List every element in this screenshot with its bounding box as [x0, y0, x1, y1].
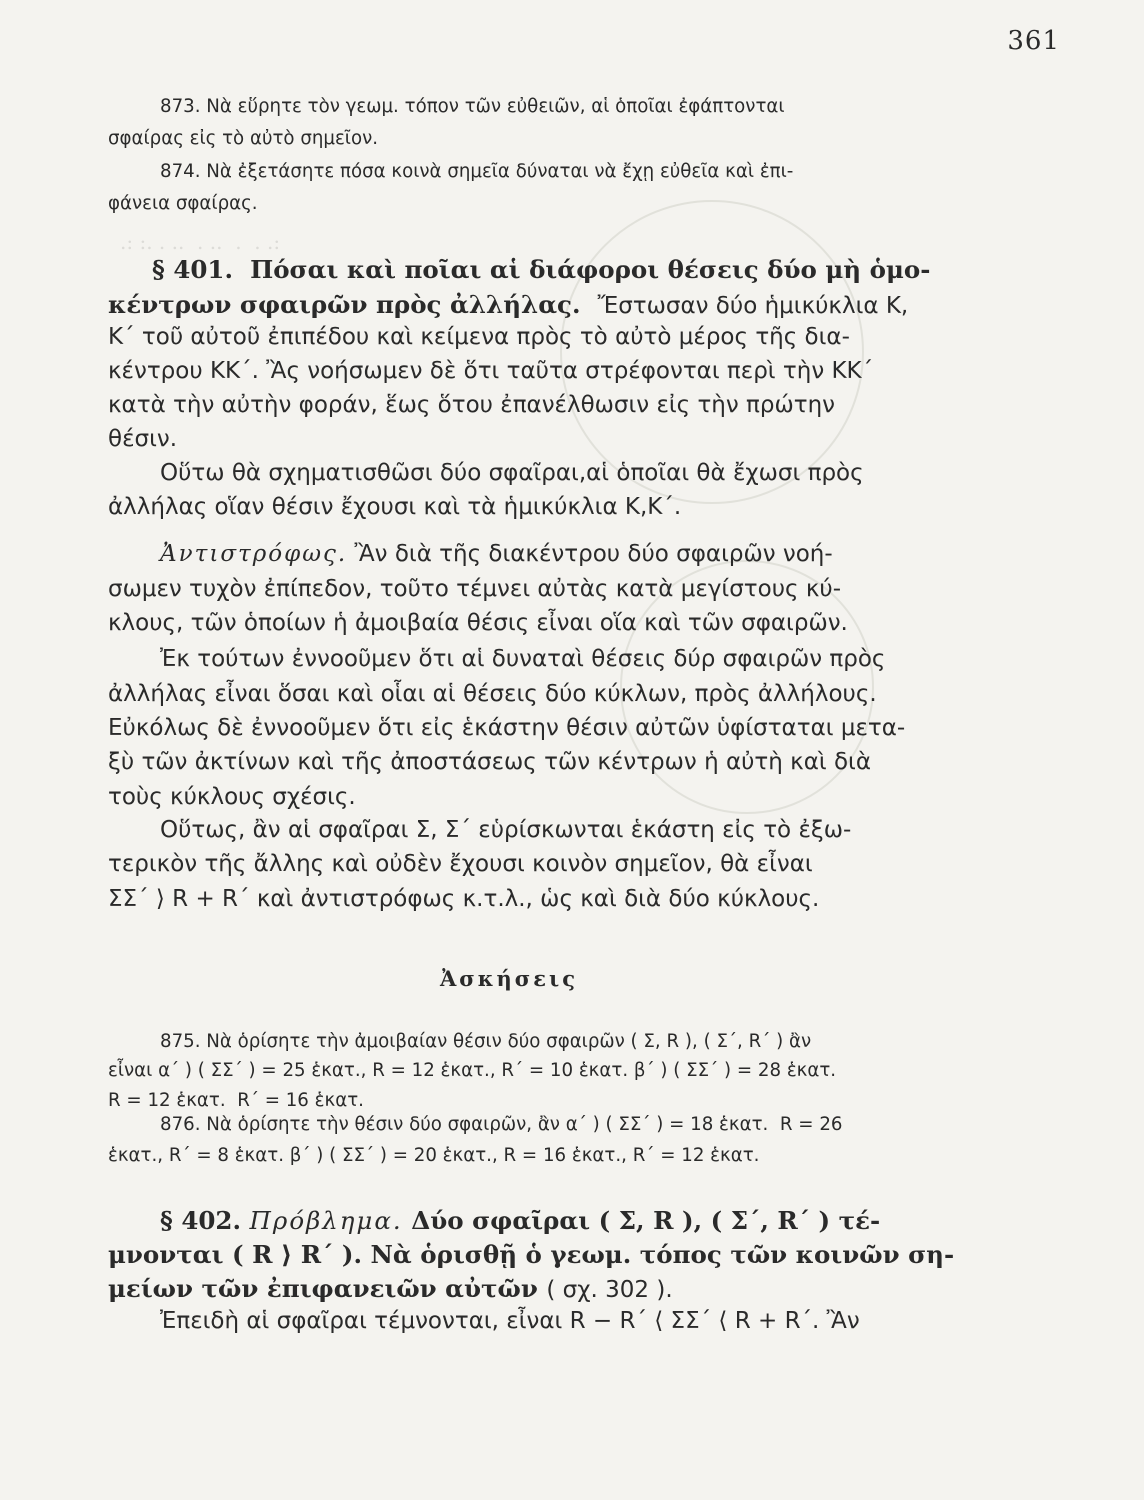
- section-402-heading: § 402. Πρόβλημα. Δύο σφαῖραι ( Σ, R ), ( Σ΄, R΄ ) τέ-: [160, 1206, 881, 1235]
- paragraph-line: Οὕτω θὰ σχηματισθῶσι δύο σφαῖραι,αἱ ὁποῖαι θὰ ἔχωσι πρὸς: [160, 460, 864, 486]
- paragraph-line: ἀλλήλας οἵαν θέσιν ἔχουσι καὶ τὰ ἡμικύκλια Κ,Κ΄.: [108, 494, 682, 520]
- show-through-text: .: :. . .. . .. . . .:: [120, 230, 281, 254]
- paragraph-line: κέντρου ΚΚ΄. Ἂς νοήσωμεν δὲ ὅτι ταῦτα στρέφονται περὶ τὴν ΚΚ΄: [108, 358, 874, 384]
- section-401-heading: § 401. Πόσαι καὶ ποῖαι αἱ διάφοροι θέσεις δύο μὴ ὁμο-: [152, 255, 931, 284]
- paragraph-line: τερικὸν τῆς ἄλλης καὶ οὐδὲν ἔχουσι κοινὸν σημεῖον, θὰ εἶναι: [108, 851, 813, 877]
- paragraph-line: ΣΣ΄ ⟩ R + R΄ καὶ ἀντιστρόφως κ.τ.λ., ὡς καὶ διὰ δύο κύκλους.: [108, 886, 820, 912]
- paragraph-line: κατὰ τὴν αὐτὴν φοράν, ἕως ὅτου ἐπανέλθωσιν εἰς τὴν πρώτην: [108, 392, 836, 418]
- paragraph-line: Οὕτως, ἂν αἱ σφαῖραι Σ, Σ΄ εὑρίσκωνται ἑκάστη εἰς τὸ ἐξω-: [160, 817, 852, 843]
- section-402-heading: μνονται ( R ⟩ R΄ ). Νὰ ὁρισθῇ ὁ γεωμ. τόπος τῶν κοινῶν ση-: [108, 1240, 955, 1269]
- paragraph-line: Ἐπειδὴ αἱ σφαῖραι τέμνονται, εἶναι R − R΄ ⟨ ΣΣ΄ ⟨ R + R΄. Ἂν: [160, 1308, 860, 1334]
- exercise-876-line: ἑκατ., R΄ = 8 ἑκατ. β΄ ) ( ΣΣ΄ ) = 20 ἑκατ., R = 16 ἑκατ., R΄ = 12 ἑκατ.: [108, 1145, 760, 1166]
- section-402-heading: μείων τῶν ἐπιφανειῶν αὐτῶν ( σχ. 302 ).: [108, 1274, 673, 1303]
- exercise-875-line: R = 12 ἑκατ. R΄ = 16 ἑκατ.: [108, 1090, 364, 1111]
- exercise-875-line: εἶναι α΄ ) ( ΣΣ΄ ) = 25 ἑκατ., R = 12 ἑκατ., R΄ = 10 ἑκατ. β΄ ) ( ΣΣ΄ ) = 28 ἑκατ.: [108, 1060, 837, 1081]
- paragraph-line: Εὐκόλως δὲ ἐννοοῦμεν ὅτι εἰς ἑκάστην θέσιν αὐτῶν ὑφίσταται μετα-: [108, 715, 906, 741]
- paragraph-line: Ἀντιστρόφως. Ἂν διὰ τῆς διακέντρου δύο σφαιρῶν νοή-: [160, 541, 833, 567]
- exercise-874-line: φάνεια σφαίρας.: [108, 193, 258, 214]
- exercise-876-line: 876. Νὰ ὁρίσητε τὴν θέσιν δύο σφαιρῶν, ἂν α΄ ) ( ΣΣ΄ ) = 18 ἑκατ. R = 26: [160, 1114, 843, 1135]
- paragraph-line: ξὺ τῶν ἀκτίνων καὶ τῆς ἀποστάσεως τῶν κέντρων ἡ αὐτὴ καὶ διὰ: [108, 749, 871, 775]
- section-401-heading: κέντρων σφαιρῶν πρὸς ἀλλήλας. Ἔστωσαν δύο ἡμικύκλια Κ,: [108, 290, 909, 319]
- page-number: 361: [1007, 26, 1060, 56]
- paragraph-line: ἀλλήλας εἶναι ὅσαι καὶ οἷαι αἱ θέσεις δύο κύκλων, πρὸς ἀλλήλους.: [108, 681, 877, 707]
- paragraph-line: Κ΄ τοῦ αὐτοῦ ἐπιπέδου καὶ κείμενα πρὸς τὸ αὐτὸ μέρος τῆς δια-: [108, 324, 850, 350]
- exercise-875-line: 875. Νὰ ὁρίσητε τὴν ἀμοιβαίαν θέσιν δύο σφαιρῶν ( Σ, R ), ( Σ΄, R΄ ) ἂν: [160, 1031, 812, 1052]
- exercise-874-line: 874. Νὰ ἐξετάσητε πόσα κοινὰ σημεῖα δύναται νὰ ἔχῃ εὐθεῖα καὶ ἐπι-: [160, 161, 794, 182]
- exercise-873-line: 873. Νὰ εὕρητε τὸν γεωμ. τόπον τῶν εὐθειῶν, αἱ ὁποῖαι ἐφάπτονται: [160, 96, 785, 117]
- paragraph-line: Ἐκ τούτων ἐννοοῦμεν ὅτι αἱ δυναταὶ θέσεις δύρ σφαιρῶν πρὸς: [160, 646, 886, 672]
- paragraph-line: κλους, τῶν ὁποίων ἡ ἀμοιβαία θέσις εἶναι οἵα καὶ τῶν σφαιρῶν.: [108, 610, 848, 636]
- exercises-heading: Ἀσκήσεις: [440, 966, 578, 991]
- paragraph-line: θέσιν.: [108, 426, 178, 452]
- paragraph-line: σωμεν τυχὸν ἐπίπεδον, τοῦτο τέμνει αὐτὰς κατὰ μεγίστους κύ-: [108, 576, 841, 602]
- show-through-circle: [560, 200, 864, 504]
- exercise-873-line: σφαίρας εἰς τὸ αὐτὸ σημεῖον.: [108, 128, 379, 149]
- paragraph-line: τοὺς κύκλους σχέσις.: [108, 784, 356, 810]
